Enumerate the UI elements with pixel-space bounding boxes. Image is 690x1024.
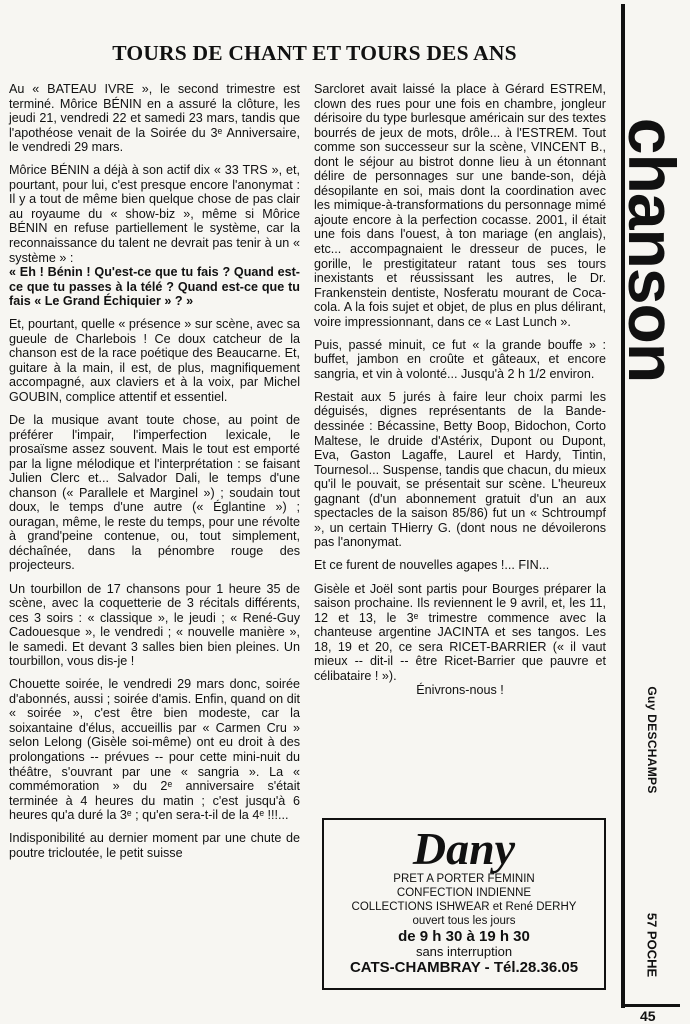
ad-line: CONFECTION INDIENNE	[396, 887, 532, 899]
ad-line: PRET A PORTER FEMININ	[393, 873, 535, 885]
article-paragraph: Restait aux 5 jurés à faire leur choix parmi les déguisés, dignes représentants de la Bande-dessinée : Bécassine, Betty Boop, Bidochon, Corto Maltese, le druide d'Astérix, Dupont ou Dupont, Eva, Gaston Lagaffe, Laurel et Hardy, Tintin, Tournesol... Suspense, tandis que chacun, du mieux qu'il le pouvait, se présentait sur scène. L'heureux gagnant (d'un abonnement gratuit d'un an aux spectacles de la saison 85/86) fut un « Schtroumpf », un certain THierry G. (dont nous ne dévoilerons pas l'anonymat.	[314, 389, 606, 550]
article-paragraph: Sarcloret avait laissé la place à Gérard ESTREM, clown des rues pour une fois en chambre, jongleur dérisoire du type burlesque américain sur des textes bourrés de jeux de mots, drôle... à l'ESTREM. Tout comme son successeur sur la scène, VINCENT B., dont le séjour au bistrot donne lieu à un étonnant délire de personnages sur une bande-son, déjà désopilante en soi, mais dont la coordination avec les mimique-à-transformations du personnage mimé ajoute encore à la perfection cocasse. 2001, il était une fois dans l'ouest, à ton mariage (en anglais), etc... accompagnaient le dresseur de puces, le gorille, le prestigitateur ratant tous ses tours inexistants et réussissant les autres, le Dr. Frankenstein dentiste, Nosferatu mourant de Coca-cola. A la fois sujet et objet, de plus en plus délirant, voire impressionnant, dans ce « Last Lunch ».	[314, 82, 606, 329]
author-byline: Guy DESCHAMPS	[645, 686, 659, 794]
article-paragraph: De la musique avant toute chose, au point de préférer l'impair, l'imperfection lexicale, le prosaïsme assez souvent. Mais le tout est emporté par la ligne mélodique et l'interprétation : se faisant Julien Clerc et... Salvador Dali, le temps d'une chanson (« Parallele et Marginel ») ; soudain tout doux, le temps d'une autre (« Églantine ») ; ouragan, même, le reste du temps, pour une révolte à grand'peine contenue, ou, tout simplement, déchaînée, dans la pénombre rouge des projecteurs.	[9, 412, 300, 573]
article-paragraph: Gisèle et Joël sont partis pour Bourges préparer la saison prochaine. Ils reviennent le 9 avril, et, les 11, 12 et 13, le 3ᵉ trimestre commence avec la chanteuse argentine JACINTA et ses tangos. Les 18, 19 et 20, ce sera RICET-BARRIER (« il vaut mieux -- dit-il -- être Ricet-Barrier que pauvre et célibataire ! »).	[314, 581, 606, 683]
article-paragraph: Môrice BÉNIN a déjà à son actif dix « 33 TRS », et, pourtant, pour lui, c'est presque encore l'anonymat : Il y a tout de même bien quelque chose de pas clair au royaume du « show-biz », même si Môrice BÉNIN en refuse partiellement le système, car la reconnaissance du talent ne devrait pas tenir à un « système » :	[9, 163, 300, 265]
article-paragraph: Chouette soirée, le vendredi 29 mars donc, soirée d'abonnés, aussi ; soirée d'amis. Enfin, quand on dit « soirée », c'est être bien modeste, car la soixantaine d'élus, accueillis par « Carmen Cru » selon Lelong (Gisèle soi-même) ont eu droit à des prolongations -- prévues -- pour cette mini-nuit du théâtre, s'ouvrant par une « sangria ». La « commémoration » du 2ᵉ anniversaire s'était terminée à 4 heures du matin ; c'est jusqu'à 6 heures qu'a duré la 3ᵉ ; qu'en sera-t-il de la 4ᵉ !!!...	[9, 677, 300, 823]
article-paragraph: « Eh ! Bénin ! Qu'est-ce que tu fais ? Quand est-ce que tu passes à la télé ? Quand est-ce que tu fais « Le Grand Échiquier » ? »	[9, 265, 300, 309]
article-column-left	[9, 82, 300, 869]
section-rubric: chanson	[615, 117, 689, 383]
ad-line: COLLECTIONS ISHWEAR et René DERHY	[351, 901, 577, 913]
horizontal-rule	[621, 1004, 680, 1007]
article-paragraph: Puis, passé minuit, ce fut « la grande bouffe » : buffet, jambon en croûte et gâteaux, et encore sangria, et vin à volonté... Jusqu'à 2 h 1/2 environ.	[314, 337, 606, 381]
article-paragraph: Au « BATEAU IVRE », le second trimestre est terminé. Môrice BÉNIN en a assuré la clôture, les jeudi 21, vendredi 22 et samedi 23 mars, tandis que l'apothéose venait de la Soirée du 3ᵉ Anniversaire, le vendredi 29 mars.	[9, 82, 300, 155]
ad-brand-logo: Dany	[412, 823, 516, 874]
article-paragraph: Et ce furent de nouvelles agapes !... FIN...	[314, 558, 550, 573]
article-title: TOURS DE CHANT ET TOURS DES ANS	[112, 41, 517, 65]
article-paragraph: Un tourbillon de 17 chansons pour 1 heure 35 de scène, avec la coquetterie de 3 récitals différents, ces 3 soirs : « classique », le jeudi ; « René-Guy Cadouesque », le vendredi ; « nouvelle manière », le samedi. Et devant 3 salles bien bien pleines. Un tourbillon, vous dis-je !	[9, 581, 300, 669]
ad-line: ouvert tous les jours	[412, 915, 516, 927]
article-paragraph: Énivrons-nous !	[416, 683, 504, 698]
advertisement-box	[322, 818, 606, 990]
page-number: 45	[640, 1008, 656, 1024]
ad-line: sans interruption	[415, 944, 513, 959]
article-column-right	[314, 82, 606, 706]
article-paragraph: Et, pourtant, quelle « présence » sur scène, avec sa gueule de Charlebois ! Ce doux catcheur de la chanson est de la race poétique des Beaucarne. Et, guitare à la main, il est, de plus, magnifiquement accompagné, aux claviers et à la voix, par Michel GOUBIN, complice attentif et essentiel.	[9, 317, 300, 404]
ad-contact: CATS-CHAMBRAY - Tél.28.36.05	[349, 959, 579, 976]
article-paragraph: Indisponibilité au dernier moment par une chute de poutre tricloutée, le petit suisse	[9, 831, 300, 860]
ad-hours: de 9 h 30 à 19 h 30	[398, 928, 530, 945]
magazine-logo: 57 POCHE	[644, 912, 660, 978]
